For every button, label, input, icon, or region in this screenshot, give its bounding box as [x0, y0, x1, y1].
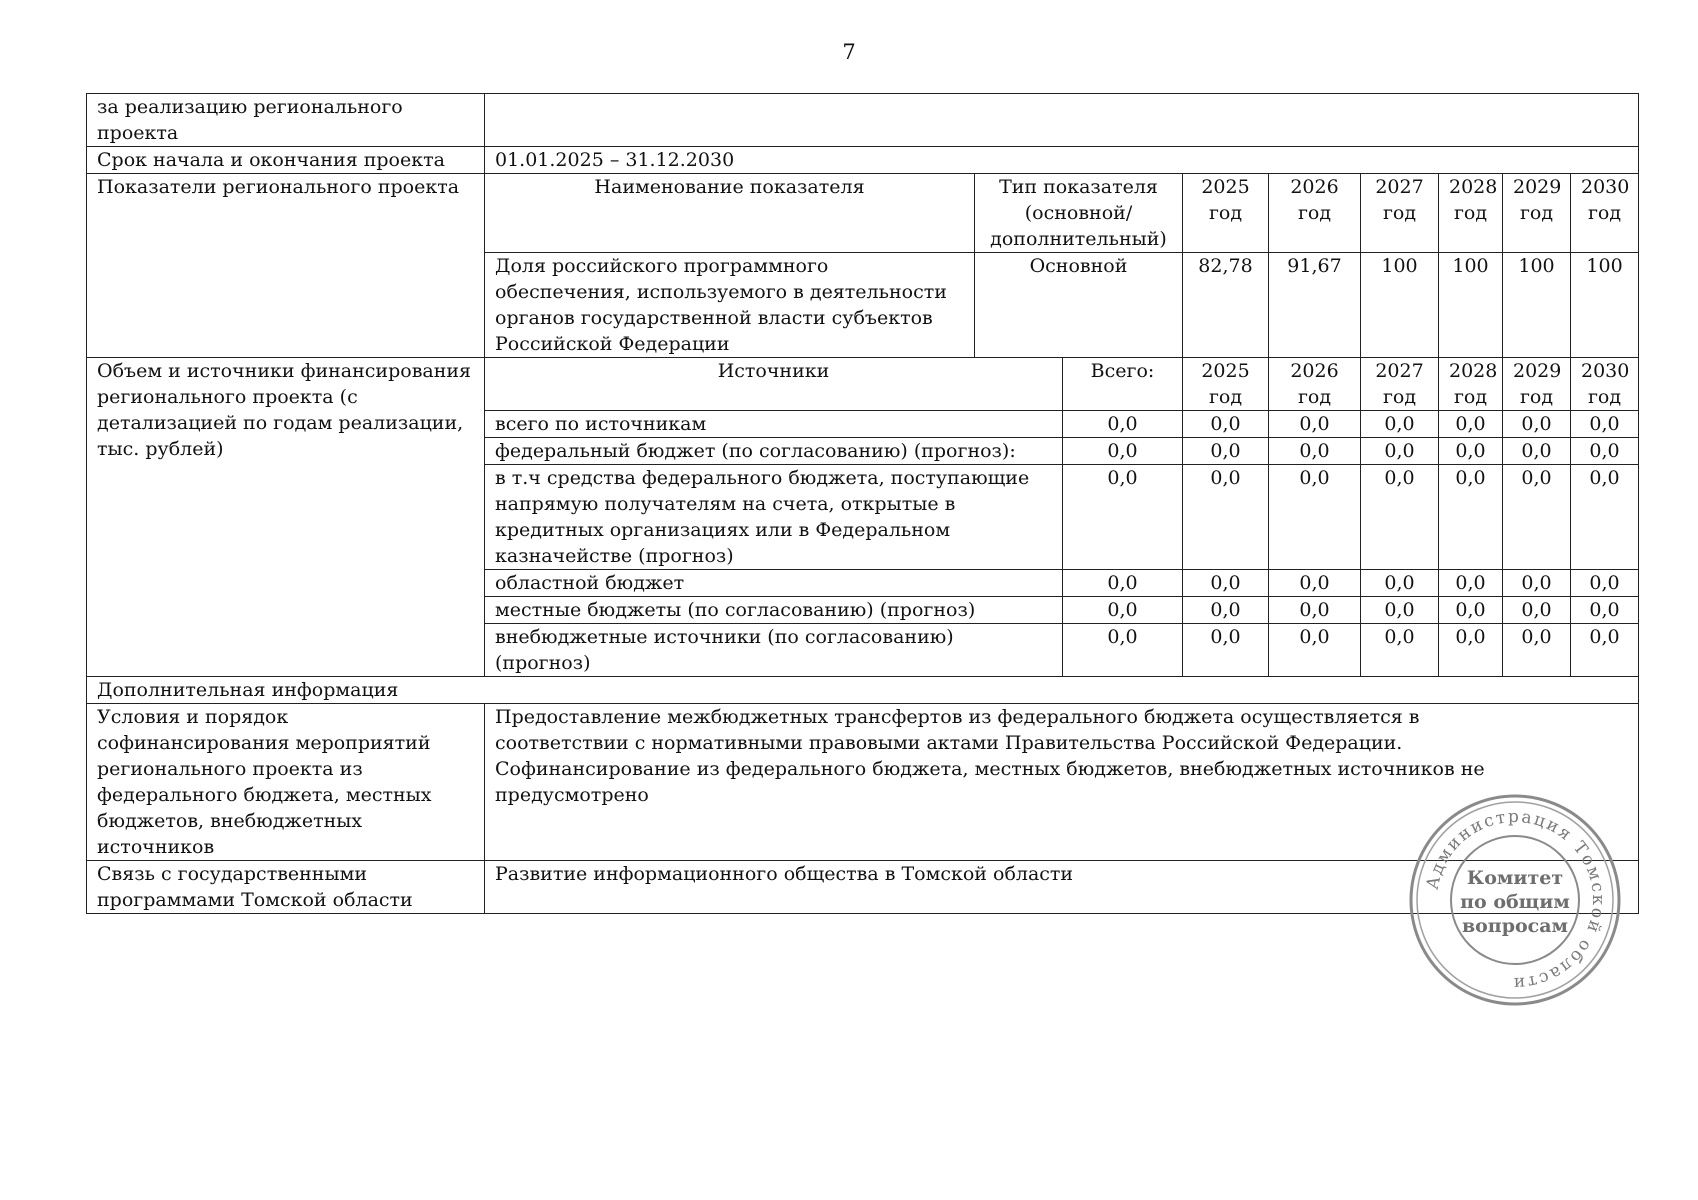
source-value: 0,0 [1183, 411, 1269, 438]
source-name: в т.ч средства федерального бюджета, поступающие напрямую получателям на счета, открытые в кредитных организациях или в Федеральном казначействе (прогноз) [485, 465, 1063, 570]
source-value: 0,0 [1269, 438, 1361, 465]
source-value: 0,0 [1269, 624, 1361, 677]
source-value: 0,0 [1439, 411, 1503, 438]
source-name: местные бюджеты (по согласованию) (прогноз) [485, 597, 1063, 624]
source-value: 0,0 [1361, 465, 1439, 570]
financing-year-header: 2030 год [1571, 358, 1639, 411]
source-total: 0,0 [1063, 438, 1183, 465]
source-value: 0,0 [1183, 597, 1269, 624]
source-value: 0,0 [1503, 465, 1571, 570]
source-value: 0,0 [1269, 465, 1361, 570]
source-value: 0,0 [1183, 465, 1269, 570]
responsible-label: за реализацию регионального проекта [87, 94, 485, 147]
indicator-name-header: Наименование показателя [485, 174, 975, 253]
source-value: 0,0 [1503, 624, 1571, 677]
indicator-value: 100 [1503, 253, 1571, 358]
source-value: 0,0 [1503, 411, 1571, 438]
source-value: 0,0 [1361, 624, 1439, 677]
source-value: 0,0 [1439, 570, 1503, 597]
financing-year-header: 2025 год [1183, 358, 1269, 411]
indicator-year-header: 2028 год [1439, 174, 1503, 253]
source-value: 0,0 [1361, 570, 1439, 597]
seal-line-3: вопросам [1461, 915, 1569, 937]
cofinancing-text-1: Предоставление межбюджетных трансфертов из федерального бюджета осуществляется в соответствии с нормативными правовыми актами Правительства Российской Федерации. [495, 706, 1420, 754]
source-value: 0,0 [1269, 411, 1361, 438]
source-value: 0,0 [1439, 465, 1503, 570]
source-value: 0,0 [1183, 570, 1269, 597]
source-total: 0,0 [1063, 411, 1183, 438]
indicator-value: 100 [1361, 253, 1439, 358]
additional-title-row [87, 677, 1639, 704]
programs-link-label: Связь с государственными программами Томской области [87, 861, 485, 914]
page-number: 7 [842, 40, 856, 64]
indicator-year-header: 2027 год [1361, 174, 1439, 253]
source-total: 0,0 [1063, 570, 1183, 597]
indicator-type: Основной [975, 253, 1183, 358]
source-value: 0,0 [1439, 597, 1503, 624]
source-value: 0,0 [1503, 597, 1571, 624]
source-value: 0,0 [1361, 597, 1439, 624]
round-seal [1405, 790, 1625, 1010]
source-value: 0,0 [1571, 624, 1639, 677]
source-value: 0,0 [1503, 570, 1571, 597]
financing-year-header: 2027 год [1361, 358, 1439, 411]
term-label: Срок начала и окончания проекта [87, 147, 485, 174]
total-header: Всего: [1063, 358, 1183, 411]
seal-line-1: Комитет [1466, 867, 1564, 889]
financing-year-header: 2029 год [1503, 358, 1571, 411]
source-value: 0,0 [1439, 624, 1503, 677]
indicator-year-header: 2030 год [1571, 174, 1639, 253]
indicator-year-header: 2025 год [1183, 174, 1269, 253]
financing-year-header: 2028 год [1439, 358, 1503, 411]
source-value: 0,0 [1361, 438, 1439, 465]
indicator-year-header: 2029 год [1503, 174, 1571, 253]
source-value: 0,0 [1183, 438, 1269, 465]
source-value: 0,0 [1571, 570, 1639, 597]
source-value: 0,0 [1183, 624, 1269, 677]
programs-link-value: Развитие информационного общества в Томской области [485, 861, 1639, 914]
indicator-value: 82,78 [1183, 253, 1269, 358]
financing-year-header: 2026 год [1269, 358, 1361, 411]
indicator-value: 100 [1439, 253, 1503, 358]
source-value: 0,0 [1571, 597, 1639, 624]
source-name: областной бюджет [485, 570, 1063, 597]
source-name: всего по источникам [485, 411, 1063, 438]
source-value: 0,0 [1269, 597, 1361, 624]
seal-line-2: по общим [1460, 891, 1570, 913]
source-total: 0,0 [1063, 597, 1183, 624]
cofinancing-text-2: Софинансирование из федерального бюджета, местных бюджетов, внебюджетных источников не предусмотрено [495, 758, 1485, 806]
indicator-year-header: 2026 год [1269, 174, 1361, 253]
responsible-row [87, 94, 1639, 147]
term-row [87, 147, 1639, 174]
financing-header-row [87, 358, 1639, 411]
indicators-header-row [87, 174, 1639, 253]
sources-header: Источники [485, 358, 1063, 411]
source-value: 0,0 [1269, 570, 1361, 597]
responsible-value [485, 94, 1639, 147]
seal-ring-text: Администрация Томской области [1422, 806, 1609, 994]
financing-label: Объем и источники финансирования регионального проекта (с детализацией по годам реализации, тыс. рублей) [87, 358, 485, 677]
term-value: 01.01.2025 – 31.12.2030 [485, 147, 1639, 174]
source-value: 0,0 [1571, 465, 1639, 570]
source-value: 0,0 [1571, 411, 1639, 438]
source-total: 0,0 [1063, 624, 1183, 677]
cofinancing-label: Условия и порядок софинансирования мероприятий регионального проекта из федерального бюджета, местных бюджетов, внебюджетных источников [87, 704, 485, 861]
source-name: внебюджетные источники (по согласованию) (прогноз) [485, 624, 1063, 677]
source-value: 0,0 [1361, 411, 1439, 438]
additional-title: Дополнительная информация [87, 677, 1639, 704]
source-total: 0,0 [1063, 465, 1183, 570]
source-name: федеральный бюджет (по согласованию) (прогноз): [485, 438, 1063, 465]
indicator-name: Доля российского программного обеспечения, используемого в деятельности органов государственной власти субъектов Российской Федерации [485, 253, 975, 358]
indicator-type-header: Тип показателя (основной/ дополнительный) [975, 174, 1183, 253]
indicator-value: 100 [1571, 253, 1639, 358]
source-value: 0,0 [1571, 438, 1639, 465]
indicators-label: Показатели регионального проекта [87, 174, 485, 358]
source-value: 0,0 [1439, 438, 1503, 465]
indicator-value: 91,67 [1269, 253, 1361, 358]
source-value: 0,0 [1503, 438, 1571, 465]
